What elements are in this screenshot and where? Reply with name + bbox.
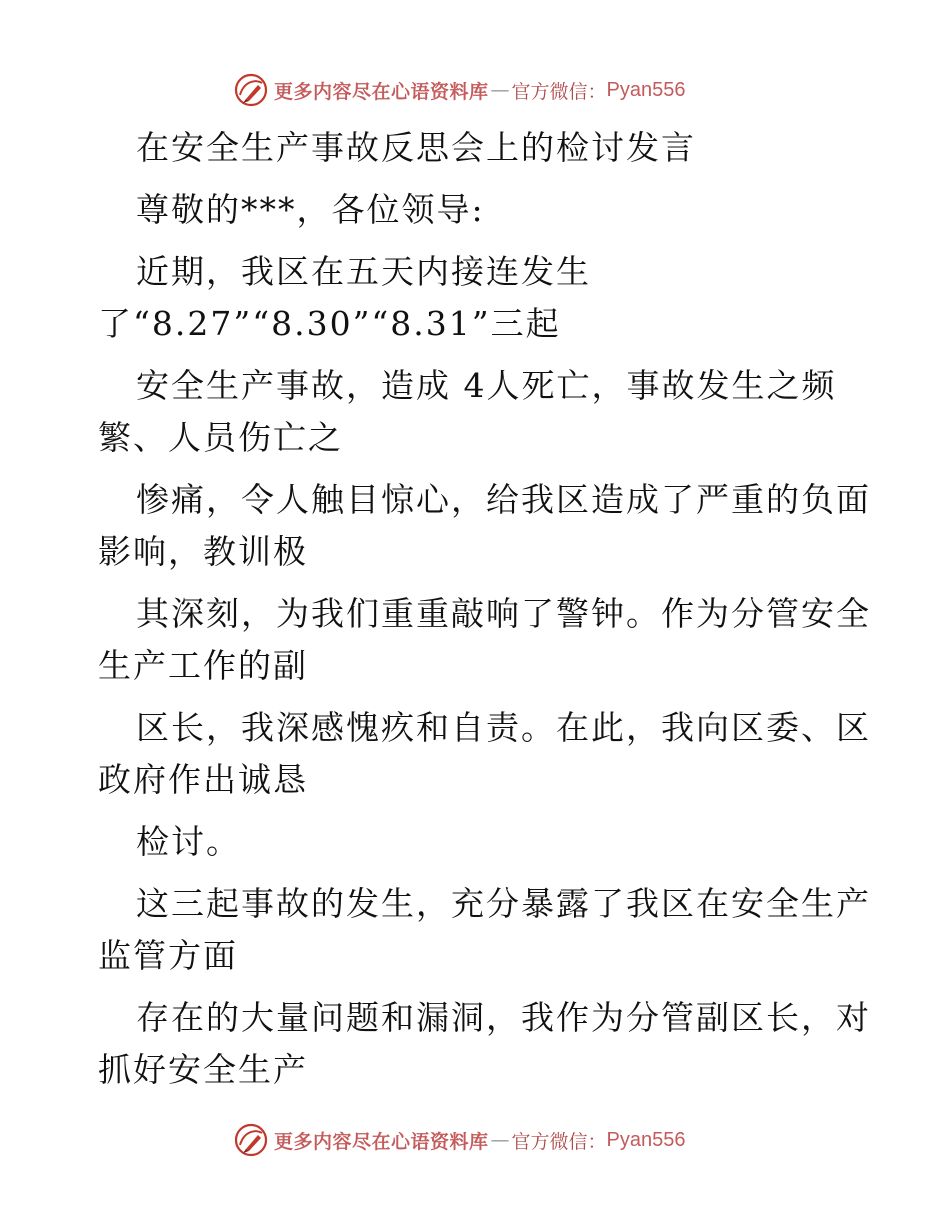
- text-line: 影响，教训极: [98, 532, 308, 571]
- watermark-id: Pyan556: [606, 1128, 686, 1151]
- watermark-dash: —: [490, 1129, 510, 1151]
- footer-watermark: [234, 1122, 686, 1158]
- text-line: 政府作出诚恳: [98, 760, 308, 799]
- text-line: 近期，我区在五天内接连发生: [136, 252, 591, 291]
- text-line: 安全生产事故，造成 4人死亡，事故发生之频: [136, 366, 837, 405]
- document-body: [98, 122, 871, 1106]
- salutation: 尊敬的***，各位领导:: [136, 190, 485, 229]
- paragraph-lines: [98, 246, 871, 1096]
- header-watermark: [234, 72, 686, 108]
- watermark-id: Pyan556: [606, 78, 686, 101]
- text-line: 检讨。: [136, 822, 241, 861]
- text-line: 区长，我深感愧疚和自责。在此，我向区委、区: [136, 708, 871, 747]
- text-line: 这三起事故的发生，充分暴露了我区在安全生产: [136, 884, 871, 923]
- text-line: 生产工作的副: [98, 646, 308, 685]
- text-line: 繁、人员伤亡之: [98, 418, 343, 457]
- text-line: 抓好安全生产: [98, 1050, 308, 1089]
- pen-logo-icon: [234, 73, 268, 107]
- text-line: 其深刻，为我们重重敲响了警钟。作为分管安全: [136, 594, 871, 633]
- text-line: 了“8.27”“8.30”“8.31”三起: [98, 304, 561, 343]
- text-line: 存在的大量问题和漏洞，我作为分管副区长，对: [136, 998, 871, 1037]
- text-line: 惨痛，令人触目惊心，给我区造成了严重的负面: [136, 480, 871, 519]
- document-title: 在安全生产事故反思会上的检讨发言: [136, 128, 696, 167]
- watermark-text: 更多内容尽在心语资料库: [274, 80, 489, 103]
- watermark-label: 官方微信：: [511, 1130, 607, 1153]
- watermark-label: 官方微信：: [511, 80, 607, 103]
- pen-logo-icon: [234, 1123, 268, 1157]
- watermark-dash: —: [490, 79, 510, 101]
- text-line: 监管方面: [98, 936, 238, 975]
- watermark-text: 更多内容尽在心语资料库: [274, 1130, 489, 1153]
